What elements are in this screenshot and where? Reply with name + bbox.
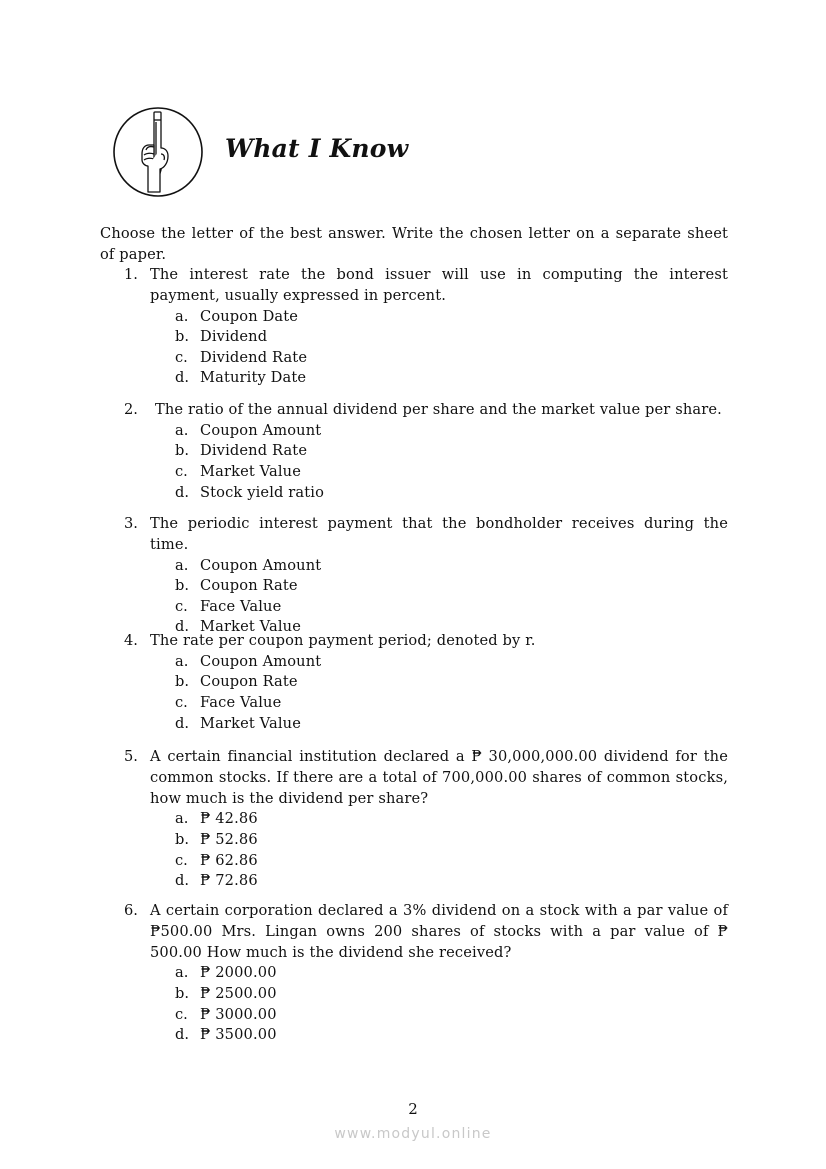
option-a[interactable]: a. Coupon Date bbox=[175, 307, 299, 325]
option-c[interactable]: c. Market Value bbox=[175, 462, 302, 480]
option-c[interactable]: c. ₱ 62.86 bbox=[175, 851, 258, 869]
question-number: 4. bbox=[124, 632, 138, 649]
question-text: The interest rate the bond issuer will use in computing the interest payment, usually expressed in percent. bbox=[150, 266, 728, 304]
hand-with-pencil-icon bbox=[112, 106, 204, 198]
question-1 bbox=[124, 265, 728, 389]
question-6 bbox=[124, 901, 728, 1046]
question-text: The ratio of the annual dividend per share and the market value per share. bbox=[155, 401, 722, 418]
option-c[interactable]: c. Face Value bbox=[175, 597, 282, 615]
instructions: Choose the letter of the best answer. Write the chosen letter on a separate sheet of paper. bbox=[100, 225, 728, 263]
option-b[interactable]: b. Coupon Rate bbox=[175, 577, 298, 595]
section-title: What I Know bbox=[225, 134, 409, 163]
option-b[interactable]: b. ₱ 2500.00 bbox=[175, 984, 277, 1002]
option-a[interactable]: a. Coupon Amount bbox=[175, 652, 322, 670]
option-b[interactable]: b. Dividend Rate bbox=[175, 442, 308, 460]
page-number: 2 bbox=[408, 1100, 418, 1118]
watermark: www.modyul.online bbox=[334, 1126, 492, 1142]
option-c[interactable]: c. ₱ 3000.00 bbox=[175, 1005, 277, 1023]
option-a[interactable]: a. ₱ 42.86 bbox=[175, 810, 258, 828]
option-a[interactable]: a. Coupon Amount bbox=[175, 556, 322, 574]
answer-options bbox=[124, 307, 728, 389]
option-c[interactable]: c. Face Value bbox=[175, 693, 282, 711]
question-text: A certain financial institution declared a ₱ 30,000,000.00 dividend for the common stocks. If there are a total of 700,000.00 shares of common stocks, how much is the dividend per share? bbox=[150, 748, 728, 807]
option-d[interactable]: d. ₱ 72.86 bbox=[175, 872, 258, 890]
question-3 bbox=[124, 514, 728, 638]
option-d[interactable]: d. Maturity Date bbox=[175, 369, 307, 387]
option-d[interactable]: d. Stock yield ratio bbox=[175, 483, 325, 501]
question-2 bbox=[124, 400, 728, 503]
question-text: The periodic interest payment that the bondholder receives during the time. bbox=[150, 515, 728, 553]
option-a[interactable]: a. ₱ 2000.00 bbox=[175, 964, 277, 982]
option-c[interactable]: c. Dividend Rate bbox=[175, 348, 308, 366]
question-number: 3. bbox=[124, 515, 138, 532]
question-text: A certain corporation declared a 3% dividend on a stock with a par value of ₱500.00 Mrs. Lingan owns 200 shares of stocks with a par value of ₱ 500.00 How much is the dividend she received? bbox=[150, 902, 728, 961]
question-number: 6. bbox=[124, 902, 138, 919]
answer-options bbox=[124, 421, 728, 503]
option-a[interactable]: a. Coupon Amount bbox=[175, 421, 322, 439]
answer-options bbox=[124, 963, 728, 1045]
question-4 bbox=[124, 631, 728, 734]
question-number: 1. bbox=[124, 266, 138, 283]
question-number: 2. bbox=[124, 401, 138, 418]
option-b[interactable]: b. Coupon Rate bbox=[175, 673, 298, 691]
option-b[interactable]: b. ₱ 52.86 bbox=[175, 830, 258, 848]
question-text: The rate per coupon payment period; denoted by r. bbox=[150, 632, 536, 649]
option-b[interactable]: b. Dividend bbox=[175, 328, 268, 346]
question-5 bbox=[124, 747, 728, 892]
question-number: 5. bbox=[124, 748, 138, 765]
option-d[interactable]: d. ₱ 3500.00 bbox=[175, 1026, 277, 1044]
option-d[interactable]: d. Market Value bbox=[175, 714, 302, 732]
answer-options bbox=[124, 809, 728, 891]
answer-options bbox=[124, 652, 728, 734]
option-d[interactable]: d. Market Value bbox=[175, 618, 302, 636]
answer-options bbox=[124, 556, 728, 638]
